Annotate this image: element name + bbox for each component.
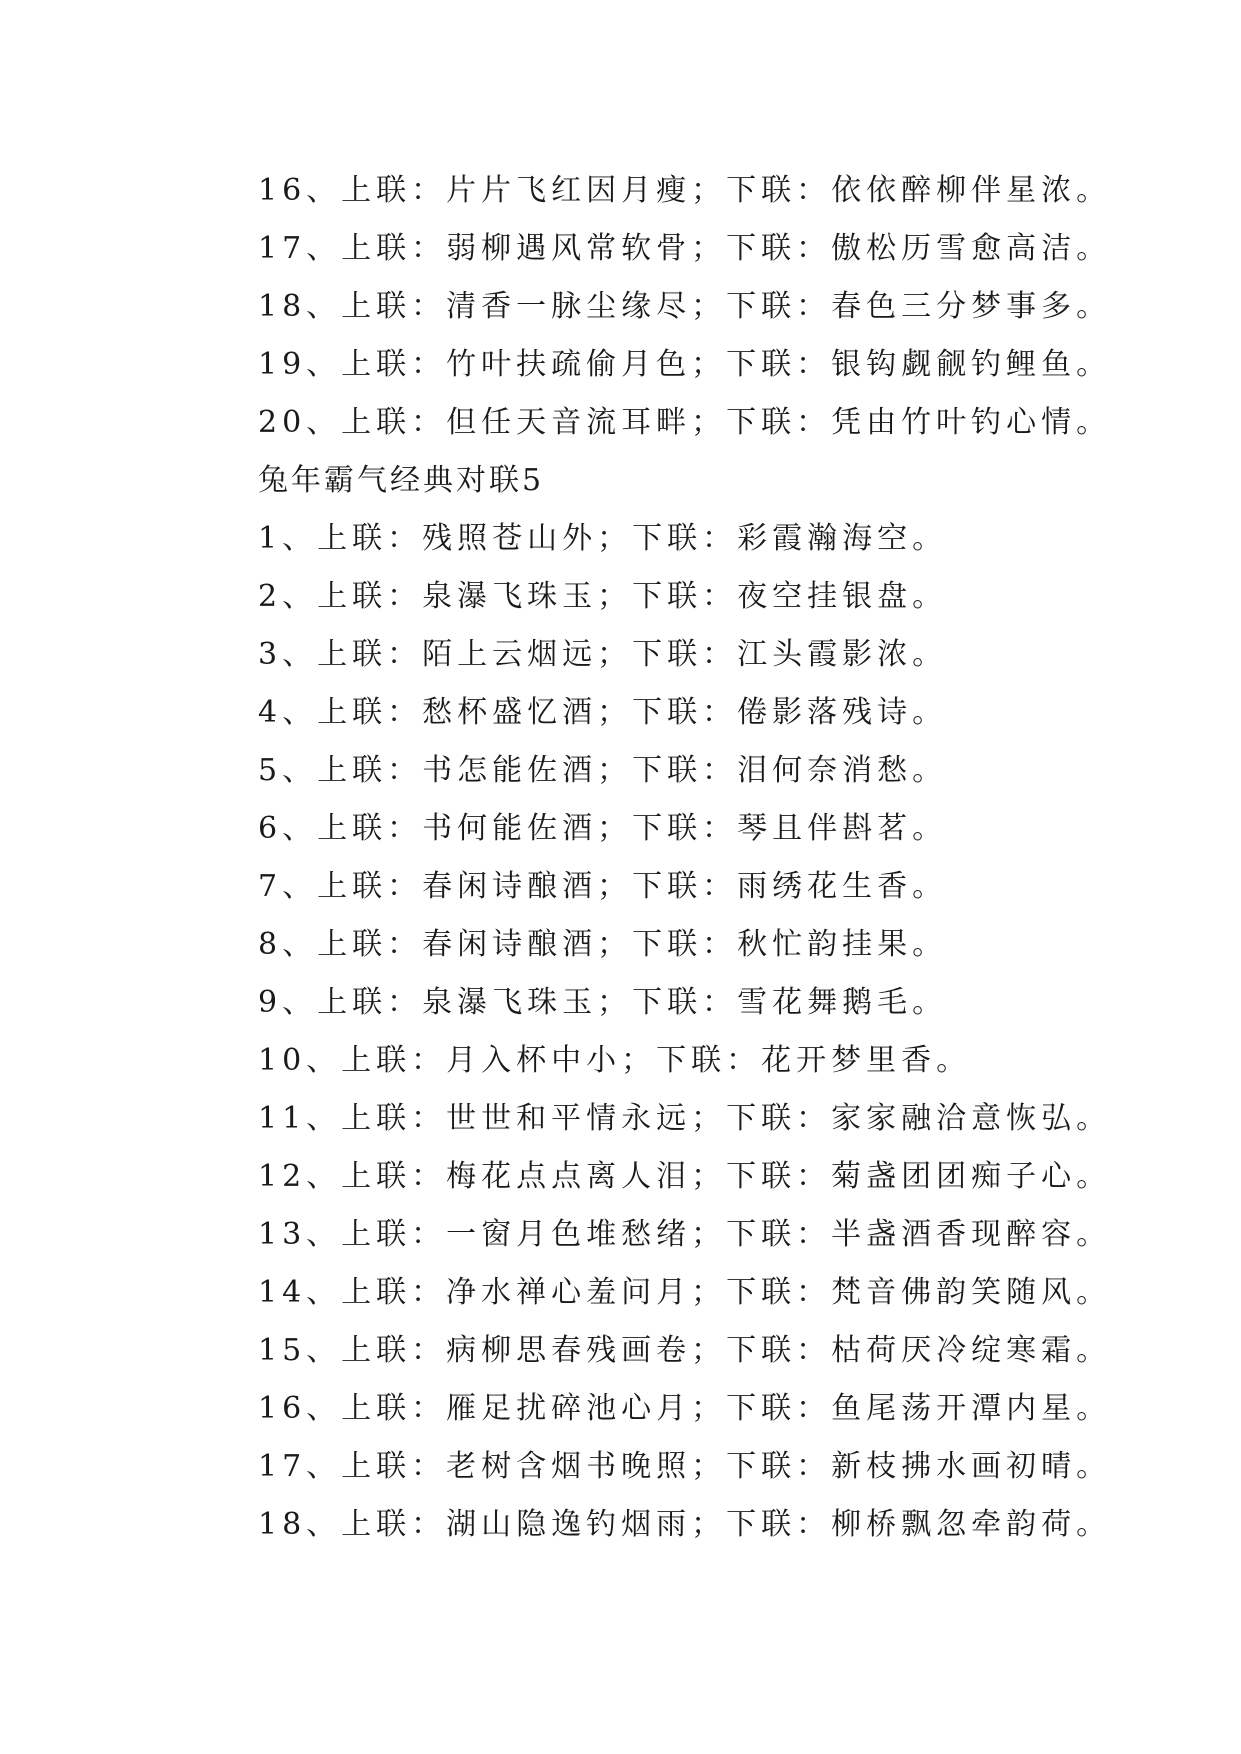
couplet-line: 3、上联：陌上云烟远；下联：江头霞影浓。 — [258, 637, 948, 672]
couplet-line: 16、上联：雁足扰碎池心月；下联：鱼尾荡开潭内星。 — [258, 1391, 1112, 1426]
couplet-line: 18、上联：清香一脉尘缘尽；下联：春色三分梦事多。 — [258, 289, 1112, 324]
couplet-line: 16、上联：片片飞红因月瘦；下联：依依醉柳伴星浓。 — [258, 173, 1112, 208]
couplet-line: 1、上联：残照苍山外；下联：彩霞瀚海空。 — [258, 521, 948, 556]
couplet-line: 17、上联：老树含烟书晚照；下联：新枝拂水画初晴。 — [258, 1449, 1112, 1484]
section-heading: 兔年霸气经典对联5 — [258, 463, 545, 498]
couplet-line: 5、上联：书怎能佐酒；下联：泪何奈消愁。 — [258, 753, 948, 788]
couplet-line: 19、上联：竹叶扶疏偷月色；下联：银钩觑觎钓鲤鱼。 — [258, 347, 1112, 382]
couplet-line: 18、上联：湖山隐逸钓烟雨；下联：柳桥飘忽牵韵荷。 — [258, 1507, 1112, 1542]
couplet-line: 13、上联：一窗月色堆愁绪；下联：半盏酒香现醉容。 — [258, 1217, 1112, 1252]
couplet-line: 20、上联：但任天音流耳畔；下联：凭由竹叶钓心情。 — [258, 405, 1112, 440]
couplet-line: 15、上联：病柳思春残画卷；下联：枯荷厌冷绽寒霜。 — [258, 1333, 1112, 1368]
couplet-line: 2、上联：泉瀑飞珠玉；下联：夜空挂银盘。 — [258, 579, 948, 614]
couplet-line: 8、上联：春闲诗酿酒；下联：秋忙韵挂果。 — [258, 927, 948, 962]
couplet-line: 9、上联：泉瀑飞珠玉；下联：雪花舞鹅毛。 — [258, 985, 948, 1020]
couplet-line: 4、上联：愁杯盛忆酒；下联：倦影落残诗。 — [258, 695, 948, 730]
document-page — [258, 162, 1118, 1554]
couplet-line: 10、上联：月入杯中小；下联：花开梦里香。 — [258, 1043, 972, 1078]
couplet-line: 7、上联：春闲诗酿酒；下联：雨绣花生香。 — [258, 869, 948, 904]
couplet-line: 6、上联：书何能佐酒；下联：琴且伴斟茗。 — [258, 811, 948, 846]
couplet-line: 11、上联：世世和平情永远；下联：家家融洽意恢弘。 — [258, 1101, 1112, 1136]
couplet-line: 17、上联：弱柳遇风常软骨；下联：傲松历雪愈高洁。 — [258, 231, 1112, 266]
couplet-line: 14、上联：净水禅心羞问月；下联：梵音佛韵笑随风。 — [258, 1275, 1112, 1310]
couplet-line: 12、上联：梅花点点离人泪；下联：菊盏团团痴子心。 — [258, 1159, 1112, 1194]
